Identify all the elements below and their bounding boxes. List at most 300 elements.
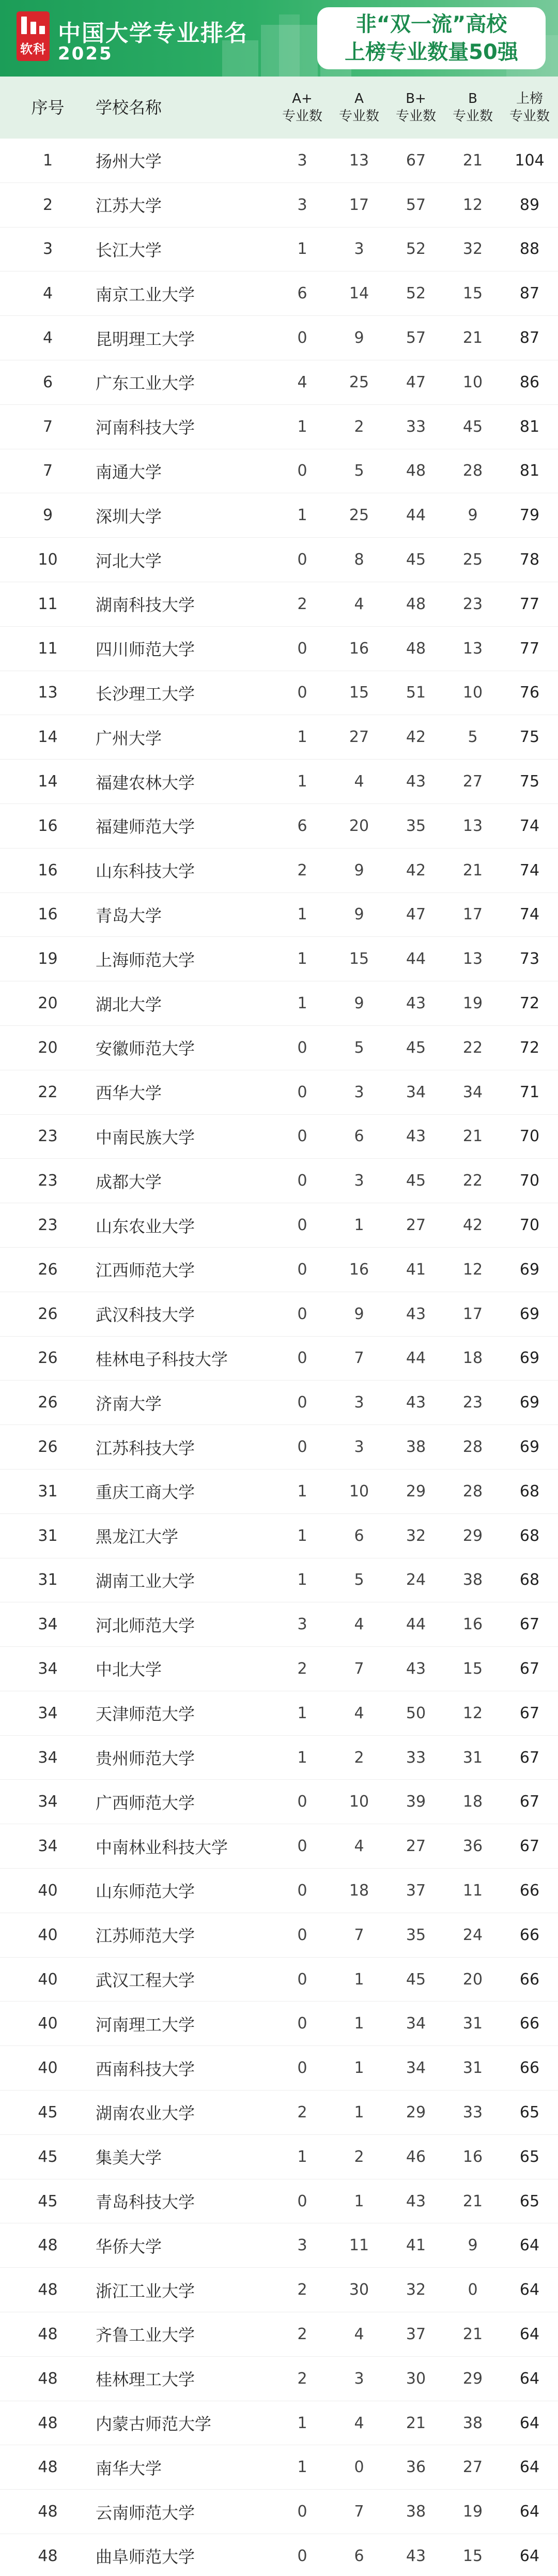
school-name-cell: 广西师范大学	[96, 1793, 195, 1813]
total-count-cell: 64	[519, 2414, 540, 2432]
total-count-cell: 71	[519, 1083, 540, 1101]
rank-cell: 26	[38, 1438, 58, 1456]
rank-cell: 3	[42, 240, 53, 259]
a-plus-count-cell: 0	[297, 1881, 307, 1900]
school-name-cell: 南华大学	[96, 2458, 162, 2478]
table-row	[0, 1337, 558, 1381]
total-count-cell: 67	[519, 1748, 540, 1767]
b-plus-count-cell: 43	[406, 994, 426, 1013]
a-plus-count-cell: 1	[297, 950, 307, 968]
rank-cell: 4	[42, 284, 53, 303]
b-plus-count-cell: 45	[406, 1172, 426, 1190]
table-row	[0, 848, 558, 893]
rank-cell: 23	[38, 1172, 58, 1190]
a-plus-count-cell: 0	[297, 1926, 307, 1944]
b-plus-count-cell: 43	[406, 2547, 426, 2565]
table-row	[0, 582, 558, 627]
b-plus-count-cell: 34	[406, 2059, 426, 2078]
b-plus-count-cell: 39	[406, 1793, 426, 1811]
table-row	[0, 2135, 558, 2179]
a-count-cell: 1	[354, 2103, 364, 2122]
total-count-cell: 89	[519, 195, 540, 214]
a-plus-count-cell: 0	[297, 1172, 307, 1190]
a-count-cell: 5	[354, 1571, 364, 1589]
table-row	[0, 1070, 558, 1115]
a-count-cell: 9	[354, 329, 364, 347]
b-count-cell: 13	[462, 816, 483, 835]
a-plus-count-cell: 0	[297, 1038, 307, 1057]
a-count-cell: 15	[349, 684, 369, 702]
b-count-cell: 17	[462, 1305, 483, 1323]
school-name-cell: 长沙理工大学	[96, 684, 195, 704]
a-count-cell: 3	[354, 1083, 364, 1101]
column-header-a-plus: A+ 专业数	[282, 91, 322, 124]
table-row	[0, 2401, 558, 2446]
a-count-cell: 18	[349, 1881, 369, 1900]
school-name-cell: 福建师范大学	[96, 817, 195, 837]
a-plus-count-cell: 3	[297, 151, 307, 170]
total-count-cell: 69	[519, 1393, 540, 1412]
table-row	[0, 2002, 558, 2046]
school-name-cell: 昆明理工大学	[96, 329, 195, 349]
b-count-cell: 20	[462, 1970, 483, 1989]
total-count-cell: 76	[519, 684, 540, 702]
table-row	[0, 937, 558, 981]
b-plus-count-cell: 52	[406, 284, 426, 303]
b-count-cell: 19	[462, 2503, 483, 2521]
rank-cell: 20	[38, 994, 58, 1013]
b-count-cell: 18	[462, 1793, 483, 1811]
rank-cell: 40	[38, 1881, 58, 1900]
rank-cell: 31	[38, 1571, 58, 1589]
a-count-cell: 27	[349, 728, 369, 747]
a-count-cell: 9	[354, 905, 364, 924]
a-plus-count-cell: 1	[297, 1482, 307, 1501]
a-count-cell: 1	[354, 1970, 364, 1989]
a-count-cell: 4	[354, 1615, 364, 1634]
table-row	[0, 1736, 558, 1780]
table-row	[0, 1558, 558, 1603]
a-plus-count-cell: 0	[297, 1083, 307, 1101]
a-plus-count-cell: 1	[297, 905, 307, 924]
rank-cell: 48	[38, 2281, 58, 2299]
rank-cell: 45	[38, 2147, 58, 2166]
school-name-cell: 山东科技大学	[96, 861, 195, 882]
b-count-cell: 12	[462, 195, 483, 214]
school-name-cell: 江苏师范大学	[96, 1926, 195, 1946]
a-plus-count-cell: 0	[297, 2192, 307, 2210]
school-name-cell: 天津师范大学	[96, 1704, 195, 1724]
b-count-cell: 17	[462, 905, 483, 924]
total-count-cell: 65	[519, 2147, 540, 2166]
total-count-cell: 66	[519, 1926, 540, 1944]
a-count-cell: 3	[354, 240, 364, 259]
a-plus-count-cell: 1	[297, 1526, 307, 1545]
a-count-cell: 3	[354, 1393, 364, 1412]
badge-line-1: 非“双一流”高校	[355, 12, 507, 36]
a-plus-count-cell: 2	[297, 861, 307, 880]
total-count-cell: 64	[519, 2458, 540, 2477]
b-count-cell: 32	[462, 240, 483, 259]
a-plus-count-cell: 2	[297, 2281, 307, 2299]
school-name-cell: 深圳大学	[96, 506, 162, 526]
total-count-cell: 86	[519, 373, 540, 391]
b-count-cell: 28	[462, 1438, 483, 1456]
total-count-cell: 69	[519, 1438, 540, 1456]
b-plus-count-cell: 33	[406, 417, 426, 436]
table-row	[0, 1691, 558, 1736]
a-plus-count-cell: 2	[297, 2325, 307, 2343]
total-count-cell: 69	[519, 1349, 540, 1368]
table-row	[0, 2179, 558, 2224]
brand-title: 中国大学专业排名	[58, 20, 248, 47]
b-count-cell: 23	[462, 595, 483, 613]
table-row	[0, 1203, 558, 1248]
a-plus-count-cell: 1	[297, 2458, 307, 2477]
school-name-cell: 河南理工大学	[96, 2014, 195, 2035]
b-plus-count-cell: 45	[406, 551, 426, 569]
b-count-cell: 12	[462, 1260, 483, 1279]
table-row	[0, 893, 558, 937]
school-name-cell: 西华大学	[96, 1083, 162, 1103]
rank-cell: 48	[38, 2458, 58, 2477]
total-count-cell: 65	[519, 2103, 540, 2122]
b-plus-count-cell: 27	[406, 1837, 426, 1856]
a-count-cell: 7	[354, 1659, 364, 1678]
rank-cell: 14	[38, 728, 58, 747]
table-row	[0, 1514, 558, 1558]
school-name-cell: 山东师范大学	[96, 1882, 195, 1902]
total-count-cell: 65	[519, 2192, 540, 2210]
rank-cell: 31	[38, 1482, 58, 1501]
total-count-cell: 68	[519, 1571, 540, 1589]
a-count-cell: 9	[354, 861, 364, 880]
a-plus-count-cell: 1	[297, 2414, 307, 2432]
school-name-cell: 南京工业大学	[96, 284, 195, 305]
school-name-cell: 河南科技大学	[96, 418, 195, 438]
total-count-cell: 68	[519, 1526, 540, 1545]
b-plus-count-cell: 35	[406, 1926, 426, 1944]
a-count-cell: 5	[354, 1038, 364, 1057]
b-plus-count-cell: 44	[406, 950, 426, 968]
school-name-cell: 青岛大学	[96, 905, 162, 926]
b-count-cell: 21	[462, 2325, 483, 2343]
a-count-cell: 25	[349, 373, 369, 391]
school-name-cell: 济南大学	[96, 1393, 162, 1414]
b-count-cell: 21	[462, 151, 483, 170]
a-plus-count-cell: 0	[297, 1438, 307, 1456]
table-row	[0, 316, 558, 360]
b-count-cell: 15	[462, 1659, 483, 1678]
total-count-cell: 87	[519, 329, 540, 347]
rank-cell: 48	[38, 2369, 58, 2388]
school-name-cell: 贵州师范大学	[96, 1749, 195, 1769]
b-plus-count-cell: 45	[406, 1038, 426, 1057]
b-plus-count-cell: 34	[406, 1083, 426, 1101]
total-count-cell: 104	[515, 151, 545, 170]
rank-cell: 34	[38, 1793, 58, 1811]
a-plus-count-cell: 0	[297, 2059, 307, 2078]
table-row	[0, 627, 558, 671]
school-name-cell: 浙江工业大学	[96, 2281, 195, 2301]
table-row	[0, 228, 558, 272]
a-plus-count-cell: 6	[297, 284, 307, 303]
table-row	[0, 2223, 558, 2268]
a-count-cell: 5	[354, 462, 364, 480]
b-plus-count-cell: 43	[406, 1305, 426, 1323]
rank-cell: 26	[38, 1305, 58, 1323]
school-name-cell: 内蒙古师范大学	[96, 2414, 212, 2434]
rank-cell: 6	[42, 373, 53, 391]
a-count-cell: 9	[354, 1305, 364, 1323]
total-count-cell: 74	[519, 905, 540, 924]
b-plus-count-cell: 21	[406, 2414, 426, 2432]
b-count-cell: 21	[462, 861, 483, 880]
a-count-cell: 2	[354, 2147, 364, 2166]
b-count-cell: 27	[462, 772, 483, 791]
b-count-cell: 28	[462, 462, 483, 480]
school-name-cell: 云南师范大学	[96, 2503, 195, 2523]
a-plus-count-cell: 0	[297, 2547, 307, 2565]
b-count-cell: 12	[462, 1704, 483, 1722]
a-count-cell: 13	[349, 151, 369, 170]
b-plus-count-cell: 48	[406, 639, 426, 658]
school-name-cell: 中南民族大学	[96, 1127, 195, 1147]
rank-cell: 10	[38, 551, 58, 569]
rank-cell: 40	[38, 1970, 58, 1989]
b-count-cell: 13	[462, 950, 483, 968]
total-count-cell: 75	[519, 772, 540, 791]
b-plus-count-cell: 45	[406, 1970, 426, 1989]
a-count-cell: 1	[354, 2059, 364, 2078]
b-count-cell: 23	[462, 1393, 483, 1412]
a-plus-count-cell: 3	[297, 1615, 307, 1634]
table-row	[0, 2090, 558, 2135]
a-count-cell: 14	[349, 284, 369, 303]
rank-cell: 20	[38, 1038, 58, 1057]
b-plus-count-cell: 24	[406, 1571, 426, 1589]
rank-cell: 26	[38, 1349, 58, 1368]
b-plus-count-cell: 41	[406, 1260, 426, 1279]
rank-cell: 7	[42, 462, 53, 480]
a-plus-count-cell: 2	[297, 2369, 307, 2388]
rank-cell: 16	[38, 816, 58, 835]
b-count-cell: 31	[462, 1748, 483, 1767]
column-header-total: 上榜 专业数	[509, 91, 550, 124]
a-plus-count-cell: 0	[297, 462, 307, 480]
a-plus-count-cell: 1	[297, 1704, 307, 1722]
school-name-cell: 齐鲁工业大学	[96, 2325, 195, 2345]
b-count-cell: 19	[462, 994, 483, 1013]
a-plus-count-cell: 2	[297, 2103, 307, 2122]
total-count-cell: 74	[519, 861, 540, 880]
a-plus-count-cell: 0	[297, 1216, 307, 1235]
total-count-cell: 79	[519, 506, 540, 525]
b-plus-count-cell: 33	[406, 1748, 426, 1767]
b-plus-count-cell: 43	[406, 2192, 426, 2210]
table-row	[0, 2490, 558, 2534]
total-count-cell: 64	[519, 2547, 540, 2565]
school-name-cell: 湖南科技大学	[96, 595, 195, 615]
table-row	[0, 1292, 558, 1337]
a-count-cell: 4	[354, 772, 364, 791]
school-name-cell: 上海师范大学	[96, 950, 195, 970]
b-count-cell: 45	[462, 417, 483, 436]
school-name-cell: 福建农林大学	[96, 772, 195, 793]
a-plus-count-cell: 1	[297, 1748, 307, 1767]
a-plus-count-cell: 0	[297, 551, 307, 569]
badge-line-2: 上榜专业数量50强	[345, 40, 518, 64]
rank-cell: 40	[38, 1926, 58, 1944]
a-count-cell: 7	[354, 1926, 364, 1944]
rank-cell: 11	[38, 639, 58, 658]
table-row	[0, 2268, 558, 2312]
school-name-cell: 曲阜师范大学	[96, 2547, 195, 2567]
school-name-cell: 湖北大学	[96, 994, 162, 1014]
a-count-cell: 3	[354, 1438, 364, 1456]
column-header-rank: 序号	[31, 98, 65, 117]
ranking-badge	[317, 7, 546, 69]
rank-cell: 31	[38, 1526, 58, 1545]
school-name-cell: 河北大学	[96, 551, 162, 571]
total-count-cell: 69	[519, 1260, 540, 1279]
b-plus-count-cell: 42	[406, 728, 426, 747]
logo-text: 软科	[20, 42, 46, 56]
a-count-cell: 2	[354, 417, 364, 436]
b-plus-count-cell: 44	[406, 1615, 426, 1634]
a-plus-count-cell: 1	[297, 506, 307, 525]
table-row	[0, 1425, 558, 1469]
b-plus-count-cell: 46	[406, 2147, 426, 2166]
b-plus-count-cell: 32	[406, 1526, 426, 1545]
b-plus-count-cell: 48	[406, 595, 426, 613]
total-count-cell: 69	[519, 1305, 540, 1323]
header-banner	[0, 0, 558, 77]
b-plus-count-cell: 43	[406, 1659, 426, 1678]
a-plus-count-cell: 1	[297, 240, 307, 259]
table-header	[0, 77, 558, 139]
b-count-cell: 18	[462, 1349, 483, 1368]
b-count-cell: 16	[462, 1615, 483, 1634]
table-row	[0, 981, 558, 1026]
table-row	[0, 2312, 558, 2357]
rank-cell: 34	[38, 1704, 58, 1722]
shanghai-ranking-logo	[17, 11, 50, 61]
logo-icon	[17, 11, 50, 61]
b-plus-count-cell: 43	[406, 1127, 426, 1146]
a-plus-count-cell: 1	[297, 1571, 307, 1589]
b-count-cell: 13	[462, 639, 483, 658]
b-count-cell: 29	[462, 1526, 483, 1545]
b-plus-count-cell: 36	[406, 2458, 426, 2477]
total-count-cell: 70	[519, 1216, 540, 1235]
b-plus-count-cell: 57	[406, 195, 426, 214]
total-count-cell: 66	[519, 2014, 540, 2033]
b-plus-count-cell: 29	[406, 1482, 426, 1501]
table-row	[0, 804, 558, 848]
a-count-cell: 0	[354, 2458, 364, 2477]
b-count-cell: 36	[462, 1837, 483, 1856]
a-count-cell: 1	[354, 2014, 364, 2033]
b-plus-count-cell: 67	[406, 151, 426, 170]
school-name-cell: 湖南农业大学	[96, 2103, 195, 2124]
total-count-cell: 81	[519, 462, 540, 480]
a-plus-count-cell: 1	[297, 994, 307, 1013]
a-count-cell: 3	[354, 1172, 364, 1190]
table-row	[0, 1381, 558, 1425]
b-plus-count-cell: 47	[406, 905, 426, 924]
b-count-cell: 9	[468, 506, 478, 525]
school-name-cell: 长江大学	[96, 240, 162, 260]
b-count-cell: 9	[468, 2236, 478, 2255]
school-name-cell: 江苏大学	[96, 196, 162, 216]
b-plus-count-cell: 57	[406, 329, 426, 347]
rank-cell: 48	[38, 2236, 58, 2255]
b-count-cell: 21	[462, 329, 483, 347]
table-row	[0, 271, 558, 316]
b-plus-count-cell: 44	[406, 506, 426, 525]
rank-cell: 11	[38, 595, 58, 613]
b-count-cell: 38	[462, 1571, 483, 1589]
table-row	[0, 183, 558, 228]
b-count-cell: 31	[462, 2059, 483, 2078]
a-count-cell: 4	[354, 2325, 364, 2343]
school-name-cell: 集美大学	[96, 2148, 162, 2168]
table-row	[0, 2357, 558, 2401]
total-count-cell: 74	[519, 816, 540, 835]
school-name-cell: 河北师范大学	[96, 1615, 195, 1635]
a-count-cell: 7	[354, 1349, 364, 1368]
b-count-cell: 0	[468, 2281, 478, 2299]
a-count-cell: 6	[354, 2547, 364, 2565]
total-count-cell: 66	[519, 2059, 540, 2078]
a-plus-count-cell: 2	[297, 1659, 307, 1678]
b-count-cell: 11	[462, 1881, 483, 1900]
b-plus-count-cell: 52	[406, 240, 426, 259]
column-header-b-plus: B+ 专业数	[395, 91, 436, 124]
total-count-cell: 67	[519, 1615, 540, 1634]
total-count-cell: 70	[519, 1127, 540, 1146]
school-name-cell: 重庆工商大学	[96, 1482, 195, 1503]
table-row	[0, 449, 558, 494]
rank-cell: 7	[42, 417, 53, 436]
rank-cell: 14	[38, 772, 58, 791]
a-plus-count-cell: 3	[297, 195, 307, 214]
b-plus-count-cell: 48	[406, 462, 426, 480]
a-plus-count-cell: 0	[297, 1305, 307, 1323]
school-name-cell: 青岛科技大学	[96, 2192, 195, 2213]
a-count-cell: 6	[354, 1526, 364, 1545]
b-count-cell: 21	[462, 2192, 483, 2210]
b-plus-count-cell: 47	[406, 373, 426, 391]
school-name-cell: 南通大学	[96, 462, 162, 482]
a-plus-count-cell: 0	[297, 1970, 307, 1989]
rank-cell: 2	[42, 195, 53, 214]
total-count-cell: 67	[519, 1659, 540, 1678]
total-count-cell: 66	[519, 1970, 540, 1989]
a-count-cell: 6	[354, 1127, 364, 1146]
school-name-cell: 广东工业大学	[96, 373, 195, 393]
total-count-cell: 67	[519, 1837, 540, 1856]
table-row	[0, 760, 558, 804]
b-plus-count-cell: 42	[406, 861, 426, 880]
a-plus-count-cell: 1	[297, 417, 307, 436]
brand-year: 2025	[58, 43, 113, 64]
a-count-cell: 1	[354, 1216, 364, 1235]
table-row	[0, 1026, 558, 1070]
b-count-cell: 38	[462, 2414, 483, 2432]
table-body	[0, 139, 558, 2576]
